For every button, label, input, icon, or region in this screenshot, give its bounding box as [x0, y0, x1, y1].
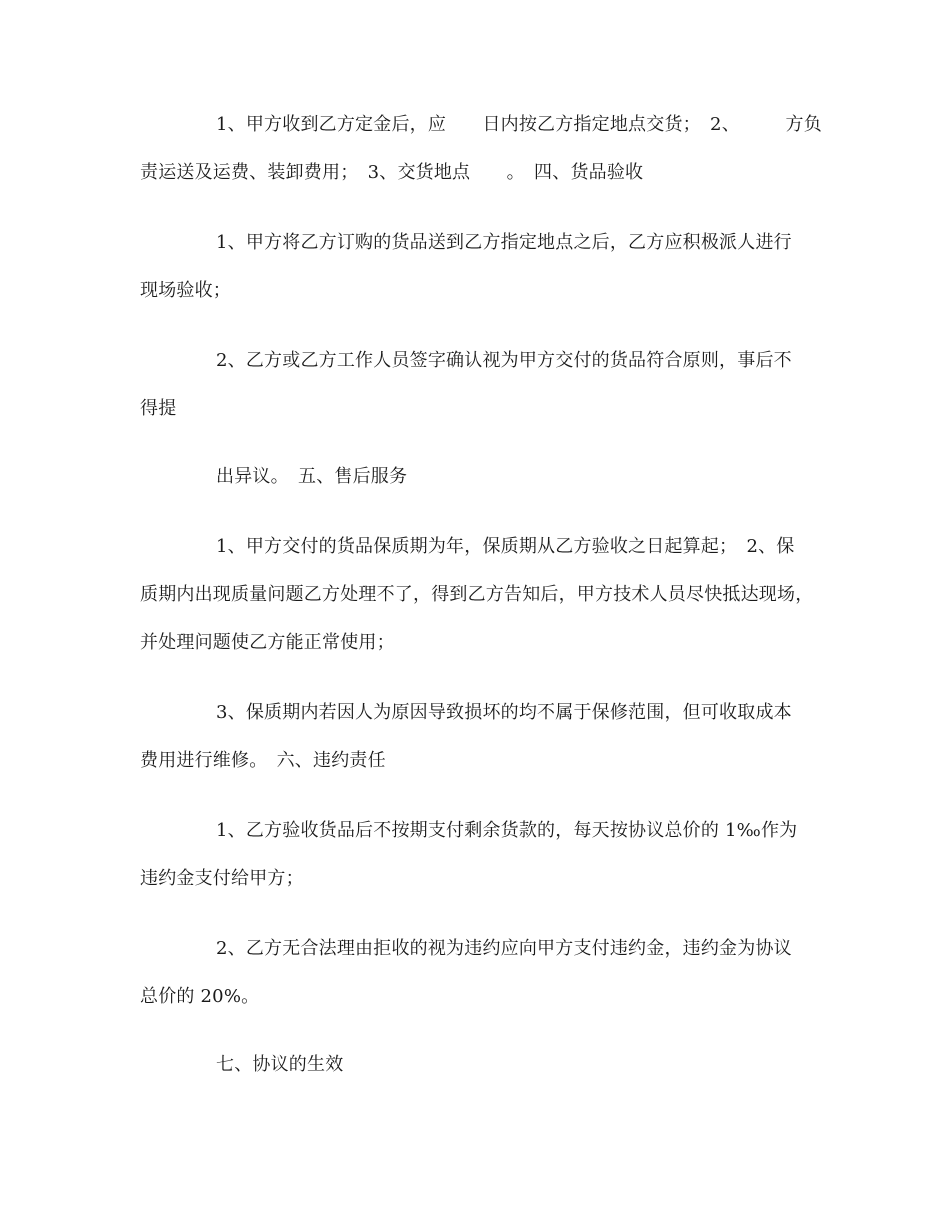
- text-line: 3、保质期内若因人为原因导致损坏的均不属于保修范围，但可收取成本: [216, 702, 792, 723]
- text-line: 违约金支付给甲方；: [140, 868, 304, 889]
- text-line: 并处理问题使乙方能正常使用；: [140, 632, 395, 653]
- text-line: 1、甲方交付的货品保质期为年，保质期从乙方验收之日起算起； 2、保: [216, 536, 795, 557]
- text-line: 现场验收；: [140, 280, 231, 301]
- text-line: 出异议。 五、售后服务: [216, 466, 408, 487]
- text-line: 2、乙方或乙方工作人员签字确认视为甲方交付的货品符合原则，事后不: [216, 350, 792, 371]
- section-heading: 七、协议的生效: [216, 1054, 344, 1075]
- text-line: 得提: [140, 398, 177, 419]
- text-line: 费用进行维修。 六、违约责任: [140, 750, 386, 771]
- text-line: 质期内出现质量问题乙方处理不了，得到乙方告知后，甲方技术人员尽快抵达现场，: [140, 584, 814, 605]
- text-line: 责运送及运费、装卸费用； 3、交货地点 。 四、货品验收: [140, 162, 644, 183]
- text-line: 2、乙方无合法理由拒收的视为违约应向甲方支付违约金，违约金为协议: [216, 938, 792, 959]
- text-line: 总价的 20%。: [140, 986, 260, 1007]
- text-line: 1、乙方验收货品后不按期支付剩余货款的，每天按协议总价的 1‰作为: [216, 820, 798, 841]
- text-line: 1、甲方收到乙方定金后，应 日内按乙方指定地点交货； 2、 方负: [216, 114, 822, 135]
- text-line: 1、甲方将乙方订购的货品送到乙方指定地点之后，乙方应积极派人进行: [216, 232, 792, 253]
